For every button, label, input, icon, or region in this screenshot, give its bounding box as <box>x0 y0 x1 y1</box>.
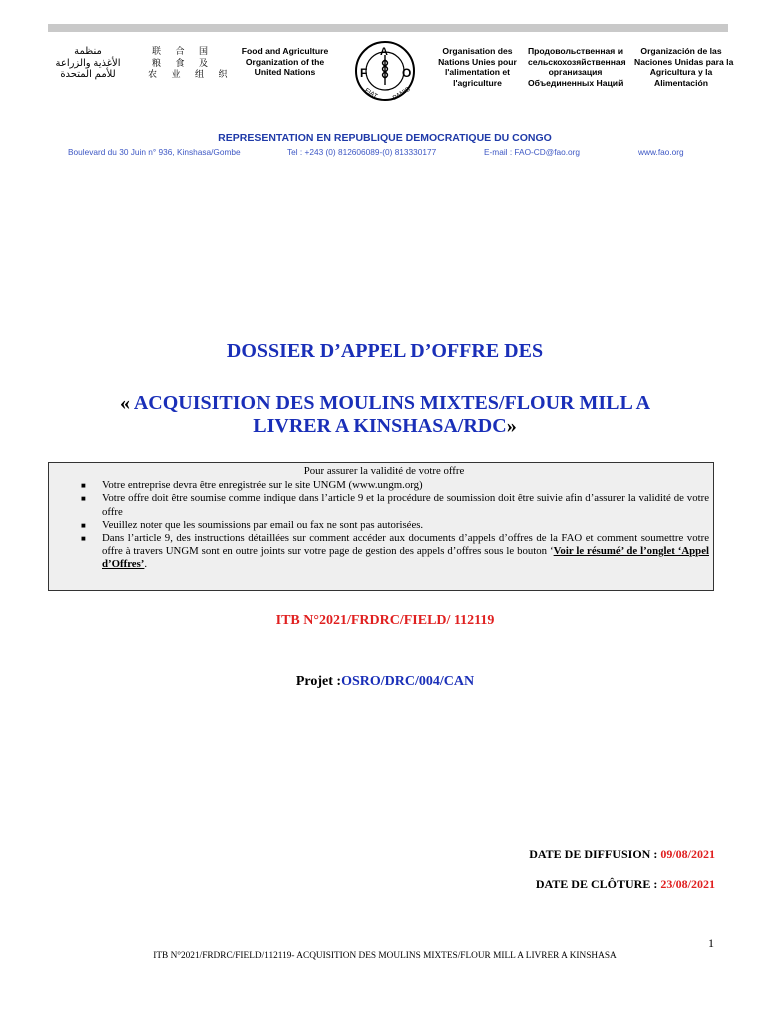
header-chinese <box>148 46 234 81</box>
fao-logo-icon <box>345 40 425 102</box>
project-line <box>0 674 770 690</box>
header-english-line: Organization of the <box>245 56 325 67</box>
header-spanish-line: Organización de las <box>640 46 722 56</box>
fao-letterhead <box>48 40 734 102</box>
header-chinese-line: 农 业 组 织 <box>148 69 234 79</box>
header-arabic-line: الأغذية والزراعة <box>55 57 121 69</box>
logo-motto-fiat: FIAT <box>363 87 379 101</box>
page-footer: ITB N°2021/FRDRC/FIELD/112119- ACQUISITION DES MOULINS MIXTES/FLOUR MILL A LIVRER A KINSHASA <box>153 951 617 961</box>
notice-item-text: Veuillez noter que les soumissions par email ou fax ne sont pas autorisées. <box>102 518 424 531</box>
bullet-icon: ■ <box>81 520 86 530</box>
validity-notice-box <box>48 462 714 591</box>
logo-letter-o: O <box>402 66 412 80</box>
header-french-line: l'alimentation et <box>444 67 511 78</box>
header-russian-line: Продовольственная и <box>528 46 623 56</box>
header-chinese-line: 联 合 国 <box>151 46 214 56</box>
header-english-line: United Nations <box>254 67 316 78</box>
header-russian-line: Объединенных Наций <box>528 77 624 88</box>
contact-website-link[interactable]: www.fao.org <box>638 147 684 157</box>
diffusion-date-label: DATE DE DIFFUSION : <box>529 847 661 861</box>
contact-phone: Tel : +243 (0) 812606089-(0) 813330177 <box>287 147 437 157</box>
notice-item <box>59 479 709 492</box>
logo-letter-f: F <box>360 66 368 80</box>
diffusion-date <box>529 847 715 862</box>
header-french-line: Nations Unies pour <box>438 56 517 67</box>
notice-item <box>59 519 709 532</box>
header-english <box>240 46 330 78</box>
subtitle-line-2: LIVRER A KINSHASA/RDC <box>253 415 507 437</box>
header-spanish <box>634 46 734 88</box>
bullet-icon: ■ <box>81 481 86 491</box>
header-spanish-line: Agricultura y la <box>649 67 713 78</box>
closing-date-value: 23/08/2021 <box>660 877 715 891</box>
closing-date-label: DATE DE CLÔTURE : <box>535 877 661 891</box>
header-english-line: Food and Agriculture <box>241 46 329 56</box>
notice-list <box>59 479 709 571</box>
subtitle-line-1: ACQUISITION DES MOULINS MIXTES/FLOUR MILL A <box>133 392 651 414</box>
header-russian <box>528 46 626 88</box>
header-spanish-line: Alimentación <box>654 77 708 88</box>
summary-tab-link[interactable]: Voir le résumé’ de l’onglet ‘Appel d’Offres’ <box>102 545 709 571</box>
header-arabic-line: منظمة <box>74 46 102 57</box>
header-arabic-line: للأمم المتحدة <box>60 69 116 80</box>
contact-address: Boulevard du 30 Juin n° 936, Kinshasa/Gombe <box>68 147 241 157</box>
contact-email-link[interactable]: E-mail : FAO-CD@fao.org <box>484 147 581 157</box>
header-top-bar <box>48 24 728 32</box>
document-subtitle <box>60 392 710 438</box>
notice-item <box>59 532 709 572</box>
notice-item-text: Votre entreprise devra être enregistrée sur le site UNGM (www.ungm.org) <box>102 479 423 492</box>
notice-item <box>59 492 709 518</box>
project-label: Projet : <box>295 674 342 689</box>
closing-date <box>536 877 715 892</box>
bullet-icon: ■ <box>81 494 86 504</box>
notice-heading: Pour assurer la validité de votre offre <box>303 465 465 477</box>
document-title: DOSSIER D’APPEL D’OFFRE DES <box>226 340 544 362</box>
header-spanish-line: Naciones Unidas para la <box>634 56 734 67</box>
representation-title: REPRESENTATION EN REPUBLIQUE DEMOCRATIQUE DU CONGO <box>218 132 552 144</box>
header-french <box>435 46 520 88</box>
header-french-line: l'agriculture <box>453 77 502 88</box>
logo-motto-panis: PANIS <box>391 85 412 102</box>
header-arabic <box>48 46 128 81</box>
itb-number: ITB N°2021/FRDRC/FIELD/ 112119 <box>275 613 495 628</box>
logo-letter-a: A <box>380 46 388 58</box>
header-chinese-line: 粮 食 及 <box>151 57 214 68</box>
project-code: OSRO/DRC/004/CAN <box>341 674 475 689</box>
notice-item-text: Dans l’article 9, des instructions détaillées sur comment accéder aux documents d’appels d’offres de la FAO et comment soumettre votre offre à travers UNGM sont en outre joints sur votre page de gestion des appels d’offres sous le bouton ‘ <box>102 532 709 558</box>
page-number: 1 <box>708 936 714 950</box>
bullet-icon: ■ <box>81 534 86 544</box>
subtitle-close-quote: » <box>506 415 517 437</box>
notice-item-text: Votre offre doit être soumise comme indique dans l’article 9 et la procédure de soumission doit être suivie afin d’assurer la validité de votre offre <box>102 492 709 518</box>
header-russian-line: организация <box>548 67 603 78</box>
header-russian-line: сельскохозяйственная <box>528 56 626 67</box>
diffusion-date-value: 09/08/2021 <box>660 847 715 861</box>
notice-item-end: . <box>144 558 148 571</box>
header-french-line: Organisation des <box>442 46 513 56</box>
subtitle-open-quote: « <box>119 392 134 414</box>
